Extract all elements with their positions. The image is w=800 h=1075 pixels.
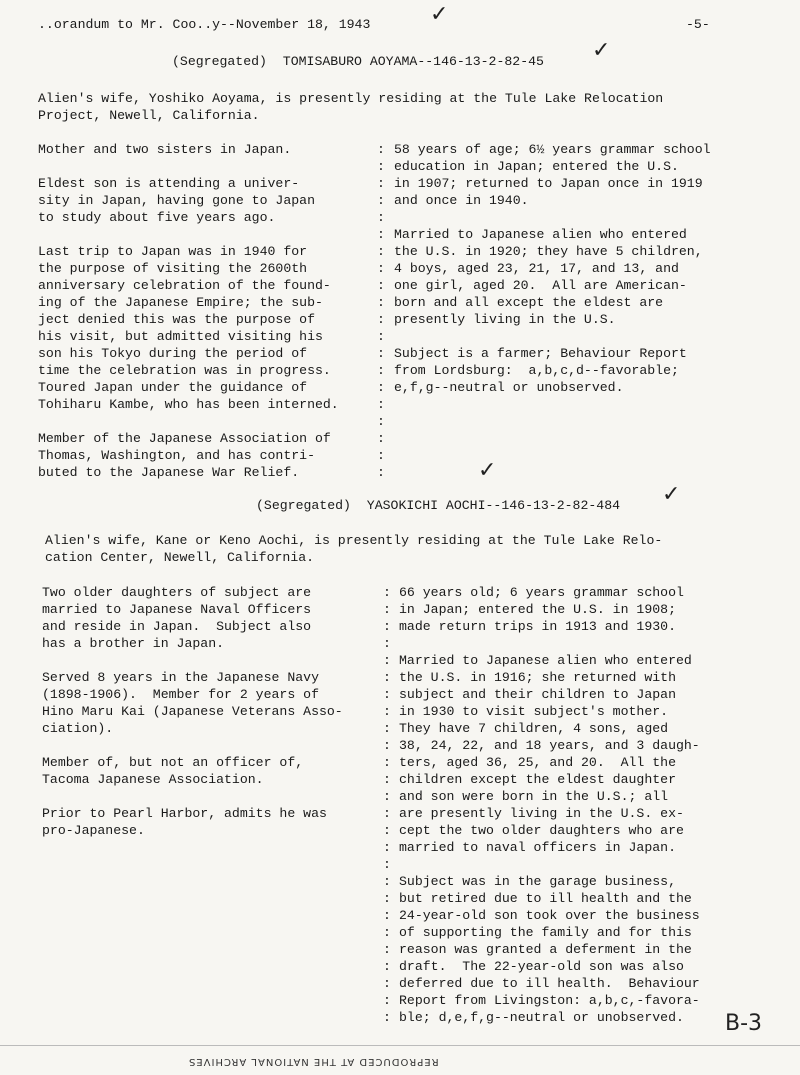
section2-intro: [45, 532, 662, 566]
text-line: and reside in Japan. Subject also: [42, 619, 312, 634]
text-line: one girl, aged 20. All are American-: [394, 278, 687, 293]
text-line: in 1930 to visit subject's mother.: [399, 704, 669, 719]
text-line: of supporting the family and for this: [399, 925, 692, 940]
right-paragraph: [399, 584, 700, 635]
text-line: are presently living in the U.S. ex-: [399, 806, 684, 821]
right-paragraph: [399, 873, 700, 1026]
text-line: ject denied this was the purpose of: [38, 312, 315, 327]
text-line: time the celebration was in progress.: [38, 363, 331, 378]
text-line: Tacoma Japanese Association.: [42, 772, 264, 787]
colon-mark: :: [383, 636, 391, 651]
intro-line: Project, Newell, California.: [38, 108, 260, 123]
text-line: Two older daughters of subject are: [42, 585, 312, 600]
text-line: and once in 1940.: [394, 193, 529, 208]
text-line: Tohiharu Kambe, who has been interned.: [38, 397, 339, 412]
colon-mark: :: [377, 227, 385, 242]
text-line: his visit, but admitted visiting his: [38, 329, 323, 344]
colon-mark: :: [383, 874, 391, 889]
colon-mark: :: [383, 704, 391, 719]
text-line: draft. The 22-year-old son was also: [399, 959, 684, 974]
page-number: -5-: [686, 17, 710, 32]
text-line: in 1907; returned to Japan once in 1919: [394, 176, 703, 191]
left-paragraph: [38, 243, 339, 413]
text-line: ciation).: [42, 721, 114, 736]
colon-mark: :: [377, 397, 385, 412]
text-line: Served 8 years in the Japanese Navy: [42, 670, 319, 685]
section2-right-column: [399, 584, 700, 1026]
right-paragraph: [394, 141, 711, 209]
colon-mark: :: [383, 755, 391, 770]
colon-mark: :: [377, 414, 385, 429]
intro-line: Alien's wife, Kane or Keno Aochi, is presently residing at the Tule Lake Relo-: [45, 533, 663, 548]
colon-mark: :: [383, 721, 391, 736]
text-line: from Lordsburg: a,b,c,d--favorable;: [394, 363, 679, 378]
colon-mark: :: [377, 193, 385, 208]
colon-mark: :: [383, 959, 391, 974]
colon-mark: :: [377, 431, 385, 446]
colon-mark: :: [377, 312, 385, 327]
colon-mark: :: [377, 329, 385, 344]
text-line: has a brother in Japan.: [42, 636, 225, 651]
right-paragraph: [394, 345, 711, 396]
colon-mark: :: [377, 448, 385, 463]
colon-mark: :: [383, 942, 391, 957]
left-paragraph: [42, 805, 343, 839]
checkmark-icon: ✓: [478, 458, 497, 483]
colon-mark: :: [377, 176, 385, 191]
checkmark-icon: ✓: [592, 38, 611, 63]
text-line: subject and their children to Japan: [399, 687, 676, 702]
section2-heading: (Segregated) YASOKICHI AOCHI--146-13-2-82-484: [256, 498, 621, 513]
text-line: cept the two older daughters who are: [399, 823, 684, 838]
colon-mark: :: [377, 346, 385, 361]
checkmark-icon: ✓: [430, 2, 449, 27]
left-paragraph: [38, 141, 339, 158]
colon-mark: :: [383, 925, 391, 940]
colon-mark: :: [383, 840, 391, 855]
text-line: the purpose of visiting the 2600th: [38, 261, 308, 276]
text-line: ble; d,e,f,g--neutral or unobserved.: [399, 1010, 684, 1025]
text-line: 38, 24, 22, and 18 years, and 3 daugh-: [399, 738, 700, 753]
text-line: Eldest son is attending a univer-: [38, 176, 300, 191]
text-line: but retired due to ill health and the: [399, 891, 692, 906]
memo-header: ..orandum to Mr. Coo..y--November 18, 1943: [38, 17, 371, 32]
right-paragraph: [399, 652, 700, 856]
left-paragraph: [42, 754, 343, 788]
text-line: ing of the Japanese Empire; the sub-: [38, 295, 323, 310]
text-line: 4 boys, aged 23, 21, 17, and 13, and: [394, 261, 679, 276]
text-line: born and all except the eldest are: [394, 295, 664, 310]
left-paragraph: [42, 584, 343, 652]
text-line: buted to the Japanese War Relief.: [38, 465, 300, 480]
handwritten-note: B-3: [725, 1011, 763, 1036]
section1-heading: (Segregated) TOMISABURO AOYAMA--146-13-2-82-45: [172, 54, 544, 69]
text-line: Member of the Japanese Association of: [38, 431, 331, 446]
text-line: reason was granted a deferment in the: [399, 942, 692, 957]
text-line: son his Tokyo during the period of: [38, 346, 308, 361]
colon-mark: :: [383, 789, 391, 804]
colon-mark: :: [377, 261, 385, 276]
colon-mark: :: [383, 670, 391, 685]
text-line: Last trip to Japan was in 1940 for: [38, 244, 308, 259]
text-line: Member of, but not an officer of,: [42, 755, 304, 770]
text-line: They have 7 children, 4 sons, aged: [399, 721, 669, 736]
left-paragraph: [38, 430, 339, 481]
colon-mark: :: [383, 653, 391, 668]
section1-left-column: [38, 141, 339, 481]
text-line: Married to Japanese alien who entered: [394, 227, 687, 242]
archive-stamp: REPRODUCED AT THE NATIONAL ARCHIVES: [188, 1056, 439, 1067]
text-line: Thomas, Washington, and has contri-: [38, 448, 315, 463]
text-line: children except the eldest daughter: [399, 772, 676, 787]
section2-left-column: [42, 584, 343, 839]
text-line: Subject is a farmer; Behaviour Report: [394, 346, 687, 361]
text-line: Toured Japan under the guidance of: [38, 380, 308, 395]
colon-mark: :: [377, 159, 385, 174]
colon-mark: :: [383, 738, 391, 753]
colon-mark: :: [383, 619, 391, 634]
text-line: married to Japanese Naval Officers: [42, 602, 312, 617]
colon-mark: :: [383, 1010, 391, 1025]
colon-mark: :: [383, 857, 391, 872]
colon-mark: :: [377, 210, 385, 225]
text-line: ters, aged 36, 25, and 20. All the: [399, 755, 676, 770]
colon-mark: :: [383, 976, 391, 991]
text-line: the U.S. in 1920; they have 5 children,: [394, 244, 703, 259]
column-divider: [377, 141, 387, 481]
colon-mark: :: [383, 891, 391, 906]
column-divider: [383, 584, 393, 1026]
right-paragraph: [394, 226, 711, 328]
text-line: pro-Japanese.: [42, 823, 145, 838]
colon-mark: :: [377, 278, 385, 293]
text-line: Married to Japanese alien who entered: [399, 653, 692, 668]
left-paragraph: [38, 175, 339, 226]
colon-mark: :: [383, 823, 391, 838]
text-line: presently living in the U.S.: [394, 312, 616, 327]
text-line: in Japan; entered the U.S. in 1908;: [399, 602, 676, 617]
text-line: the U.S. in 1916; she returned with: [399, 670, 676, 685]
text-line: (1898-1906). Member for 2 years of: [42, 687, 319, 702]
text-line: education in Japan; entered the U.S.: [394, 159, 679, 174]
text-line: Report from Livingston: a,b,c,-favora-: [399, 993, 700, 1008]
text-line: Mother and two sisters in Japan.: [38, 142, 292, 157]
section1-right-column: [394, 141, 711, 396]
intro-line: cation Center, Newell, California.: [45, 550, 315, 565]
text-line: married to naval officers in Japan.: [399, 840, 676, 855]
text-line: 66 years old; 6 years grammar school: [399, 585, 684, 600]
text-line: e,f,g--neutral or unobserved.: [394, 380, 624, 395]
text-line: Hino Maru Kai (Japanese Veterans Asso-: [42, 704, 343, 719]
text-line: Subject was in the garage business,: [399, 874, 676, 889]
page-divider: [0, 1045, 800, 1046]
section1-intro: [38, 90, 663, 124]
colon-mark: :: [383, 687, 391, 702]
left-paragraph: [42, 669, 343, 737]
colon-mark: :: [377, 380, 385, 395]
intro-line: Alien's wife, Yoshiko Aoyama, is presently residing at the Tule Lake Relocation: [38, 91, 664, 106]
text-line: sity in Japan, having gone to Japan: [38, 193, 315, 208]
colon-mark: :: [377, 465, 385, 480]
colon-mark: :: [377, 244, 385, 259]
text-line: 24-year-old son took over the business: [399, 908, 700, 923]
colon-mark: :: [377, 142, 385, 157]
text-line: made return trips in 1913 and 1930.: [399, 619, 676, 634]
colon-mark: :: [383, 585, 391, 600]
colon-mark: :: [383, 908, 391, 923]
text-line: anniversary celebration of the found-: [38, 278, 331, 293]
text-line: deferred due to ill health. Behaviour: [399, 976, 700, 991]
colon-mark: :: [377, 295, 385, 310]
colon-mark: :: [383, 772, 391, 787]
text-line: 58 years of age; 6½ years grammar school: [394, 142, 711, 157]
colon-mark: :: [383, 602, 391, 617]
colon-mark: :: [377, 363, 385, 378]
text-line: and son were born in the U.S.; all: [399, 789, 669, 804]
checkmark-icon: ✓: [662, 482, 681, 507]
text-line: to study about five years ago.: [38, 210, 276, 225]
colon-mark: :: [383, 993, 391, 1008]
colon-mark: :: [383, 806, 391, 821]
text-line: Prior to Pearl Harbor, admits he was: [42, 806, 327, 821]
